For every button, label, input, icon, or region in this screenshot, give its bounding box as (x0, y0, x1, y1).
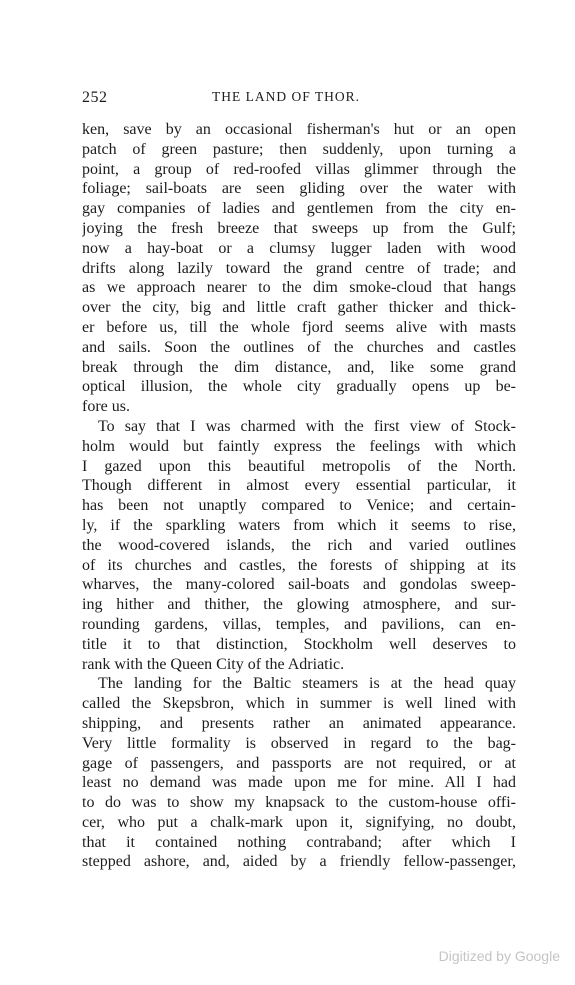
text-line: least no demand was made upon me for mine. All I had (82, 774, 516, 792)
text-line: called the Skepsbron, which in summer is well lined with (82, 695, 516, 713)
text-line: to do was to show my knapsack to the custom-house offi- (82, 794, 516, 812)
text-line: ly, if the sparkling waters from which it seems to rise, (82, 516, 516, 534)
text-line: cer, who put a chalk-mark upon it, signifying, no doubt, (82, 813, 516, 831)
paragraph-end-line: rank with the Queen City of the Adriatic. (82, 655, 345, 673)
text-line: now a hay-boat or a clumsy lugger laden with wood (82, 239, 516, 257)
running-head-title: THE LAND OF THOR. (212, 89, 360, 104)
paragraph-start-line: The landing for the Baltic steamers is at the head quay (98, 675, 516, 693)
text-line: gay companies of ladies and gentlemen from the city en- (82, 200, 516, 218)
text-line: ken, save by an occasional fisherman's hut or an open (82, 121, 516, 138)
text-line: er before us, till the whole fjord seems alive with masts (82, 318, 516, 336)
text-line: drifts along lazily toward the grand centre of trade; and (82, 259, 516, 277)
page-number: 252 (82, 89, 108, 106)
paragraph-end-line: fore us. (82, 398, 130, 416)
text-line: over the city, big and little craft gather thicker and thick- (82, 299, 516, 317)
text-line: optical illusion, the whole city gradually opens up be- (82, 378, 516, 396)
body-text (82, 120, 516, 872)
text-line: I gazed upon this beautiful metropolis of the North. (82, 457, 516, 475)
text-line: gage of passengers, and passports are not required, or at (82, 754, 516, 772)
text-line: that it contained nothing contraband; after which I (82, 833, 516, 851)
text-line: patch of green pasture; then suddenly, upon turning a (82, 140, 516, 158)
text-line: the wood-covered islands, the rich and varied outlines (82, 536, 516, 554)
text-line: of its churches and castles, the forests of shipping at its (82, 556, 516, 574)
text-line: foliage; sail-boats are seen gliding over the water with (82, 180, 516, 198)
text-line: title it to that distinction, Stockholm well deserves to (82, 635, 516, 653)
text-line: has been not unaptly compared to Venice; and certain- (82, 497, 516, 515)
text-line: shipping, and presents rather an animated appearance. (82, 714, 516, 732)
text-line: as we approach nearer to the dim smoke-cloud that hangs (82, 279, 516, 297)
text-line: Very little formality is observed in regard to the bag- (82, 734, 516, 752)
text-line: holm would but faintly express the feelings with which (82, 437, 516, 455)
text-line: point, a group of red-roofed villas glimmer through the (82, 160, 516, 178)
digitized-watermark: Digitized by Google (438, 948, 560, 964)
paragraph-start-line: To say that I was charmed with the first view of Stock- (98, 417, 516, 435)
text-line: Though different in almost every essential particular, it (82, 477, 516, 495)
text-line: wharves, the many-colored sail-boats and gondolas sweep- (82, 576, 516, 594)
text-line: rounding gardens, villas, temples, and pavilions, can en- (82, 615, 516, 633)
text-line: break through the dim distance, and, like some grand (82, 358, 516, 376)
text-line: stepped ashore, and, aided by a friendly fellow-passenger, (82, 853, 516, 871)
text-line: joying the fresh breeze that sweeps up from the Gulf; (82, 219, 516, 237)
text-line: ing hither and thither, the glowing atmosphere, and sur- (82, 596, 516, 614)
text-line: and sails. Soon the outlines of the churches and castles (82, 338, 516, 356)
